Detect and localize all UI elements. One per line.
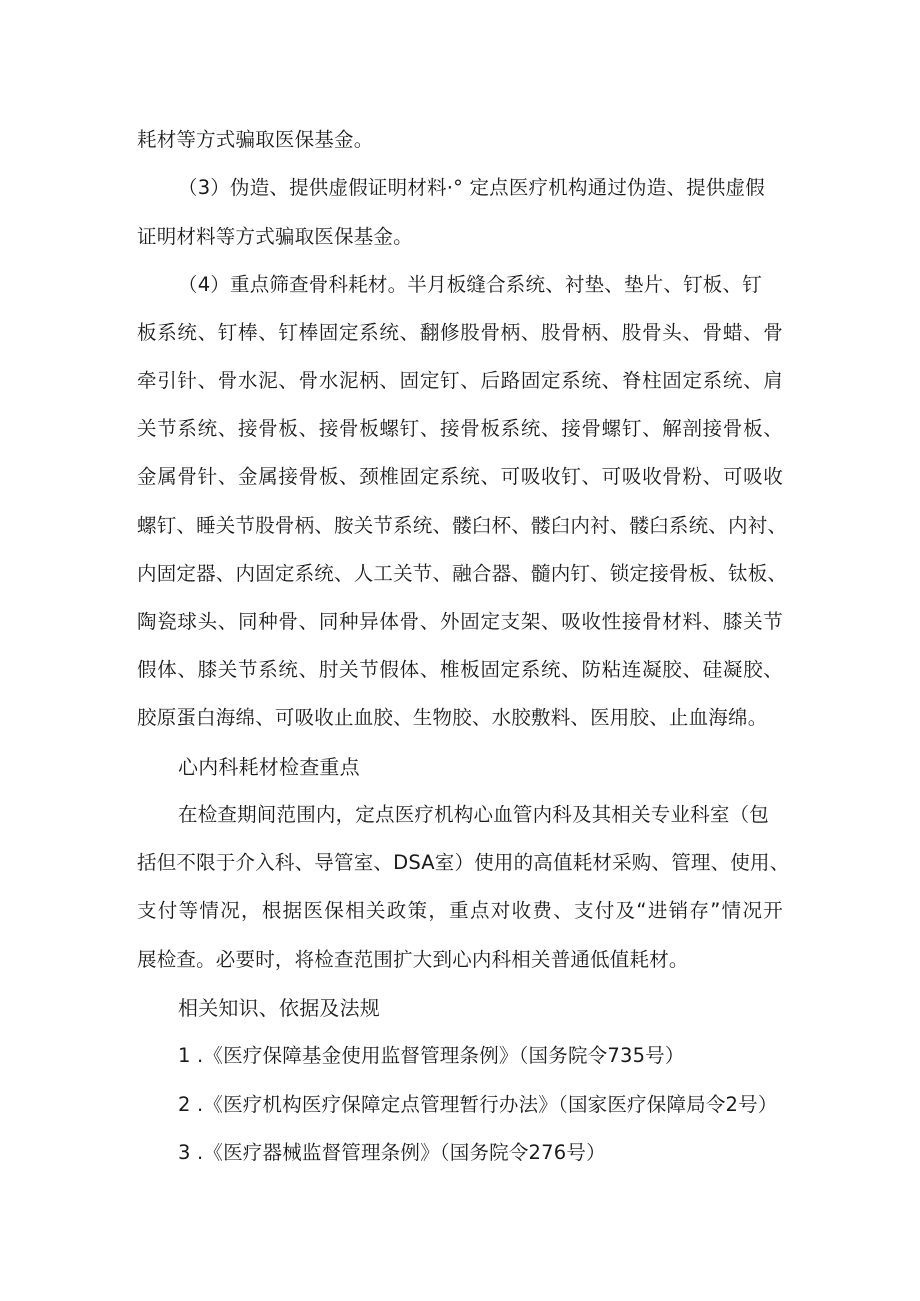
body-line: 牵引针、骨水泥、骨水泥柄、固定钉、后路固定系统、脊柱固定系统、肩 bbox=[137, 369, 783, 392]
reference-item: 3 .《医疗器械监督管理条例》（国务院令276号） bbox=[178, 1141, 606, 1164]
body-line: 假体、膝关节系统、肘关节假体、椎板固定系统、防粘连凝胶、硅凝胶、 bbox=[137, 658, 783, 681]
body-line: 内固定器、内固定系统、人工关节、融合器、髓内钉、锁定接骨板、钛板、 bbox=[137, 562, 788, 585]
body-line: 陶瓷球头、同种骨、同种异体骨、外固定支架、吸收性接骨材料、膝关节 bbox=[137, 610, 783, 633]
section-heading-cardiology: 心内科耗材检查重点 bbox=[178, 755, 360, 779]
section-heading-regulations: 相关知识、依据及法规 bbox=[178, 996, 380, 1020]
body-line: 金属骨针、金属接骨板、颈椎固定系统、可吸收钉、可吸收骨粉、可吸收 bbox=[137, 465, 783, 488]
body-line: 证明材料等方式骗取医保基金。 bbox=[137, 225, 413, 248]
body-line: 括但不限于介入科、导管室、DSA室）使用的高值耗材采购、管理、使用、 bbox=[137, 851, 790, 874]
body-line: 在检查期间范围内，定点医疗机构心血管内科及其相关专业科室（包 bbox=[178, 803, 770, 826]
body-line: 板系统、钉棒、钉棒固定系统、翻修股骨柄、股骨柄、股骨头、骨蜡、骨 bbox=[137, 321, 783, 344]
body-line: 胶原蛋白海绵、可吸收止血胶、生物胶、水胶敷料、医用胶、止血海绵。 bbox=[137, 706, 768, 729]
body-line: （4）重点筛查骨科耗材。半月板缝合系统、衬垫、垫片、钉板、钉 bbox=[178, 273, 762, 296]
body-line: 螺钉、睡关节股骨柄、胺关节系统、髅臼杯、髅臼内衬、髅臼系统、内衬、 bbox=[137, 514, 788, 537]
body-line: （3）伪造、提供虚假证明材料·° 定点医疗机构通过伪造、提供虚假 bbox=[178, 176, 765, 199]
body-line: 展检查。必要时，将检查范围扩大到心内科相关普通低值耗材。 bbox=[137, 948, 689, 971]
reference-item: 2 .《医疗机构医疗保障定点管理暂行办法》（国家医疗保障局令2号） bbox=[178, 1093, 778, 1116]
body-line: 支付等情况，根据医保相关政策，重点对收费、支付及“进销存”情况开 bbox=[137, 899, 783, 922]
body-line: 关节系统、接骨板、接骨板螺钉、接骨板系统、接骨螺钉、解剖接骨板、 bbox=[137, 417, 783, 440]
body-line: 耗材等方式骗取医保基金。 bbox=[137, 128, 374, 151]
reference-item: 1 .《医疗保障基金使用监督管理条例》（国务院令735号） bbox=[178, 1044, 685, 1067]
